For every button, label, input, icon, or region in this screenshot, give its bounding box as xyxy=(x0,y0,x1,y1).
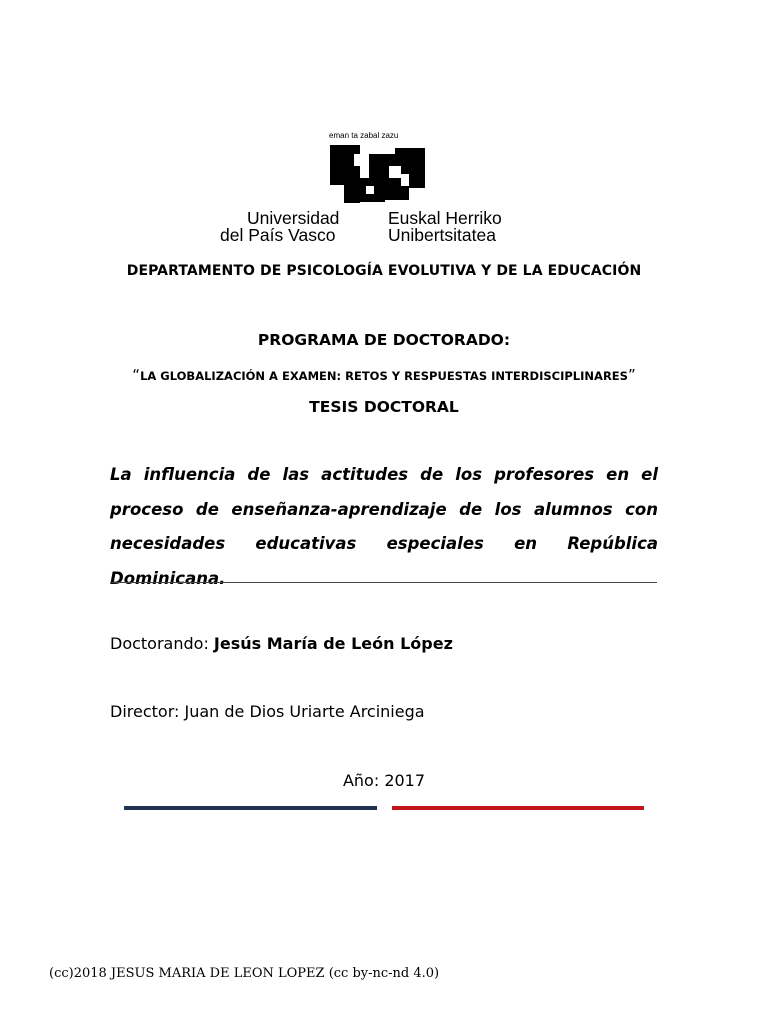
department-heading: DEPARTAMENTO DE PSICOLOGÍA EVOLUTIVA Y DE LA EDUCACIÓN xyxy=(126,263,642,279)
director-line xyxy=(110,702,425,721)
doctorando-name: Jesús María de León López xyxy=(213,634,453,653)
program-name: LA GLOBALIZACIÓN A EXAMEN: RETOS Y RESPUESTAS INTERDISCIPLINARES xyxy=(140,369,628,383)
doctorando-label: Doctorando: xyxy=(110,634,214,653)
logo-name-es-line2: del País Vasco xyxy=(220,225,336,245)
program-name-line xyxy=(0,366,768,384)
year-line xyxy=(0,771,768,790)
director-name: Juan de Dios Uriarte Arciniega xyxy=(184,702,425,721)
doctorando-line xyxy=(110,634,453,653)
year-value: 2017 xyxy=(384,771,426,790)
program-open-quote: “ xyxy=(132,366,141,384)
year-label: Año: xyxy=(342,771,385,790)
logo-name-eu-line2: Unibertsitatea xyxy=(388,225,496,245)
thesis-title: La influencia de las actitudes de los profesores en el proceso de enseñanza-aprendizaje de los alumnos con necesidades educativas especiales en República Dominicana. xyxy=(110,465,658,588)
thesis-label: TESIS DOCTORAL xyxy=(309,398,459,416)
title-divider xyxy=(110,582,657,583)
tree-emblem-icon xyxy=(330,145,425,203)
director-label: Director: xyxy=(110,702,185,721)
decorative-bar-red xyxy=(392,806,644,810)
logo-motto: eman ta zabal zazu xyxy=(329,131,399,140)
license-footer: (cc)2018 JESUS MARIA DE LEON LOPEZ (cc by-nc-nd 4.0) xyxy=(49,966,440,981)
decorative-bar-blue xyxy=(124,806,377,810)
program-close-quote: ” xyxy=(627,366,636,384)
program-label: PROGRAMA DE DOCTORADO: xyxy=(257,331,511,349)
university-logo xyxy=(0,126,768,246)
logo-name-eu-line1: Euskal Herriko xyxy=(388,208,502,228)
upv-ehu-emblem xyxy=(219,126,549,246)
logo-name-es-line1: Universidad xyxy=(247,208,340,228)
